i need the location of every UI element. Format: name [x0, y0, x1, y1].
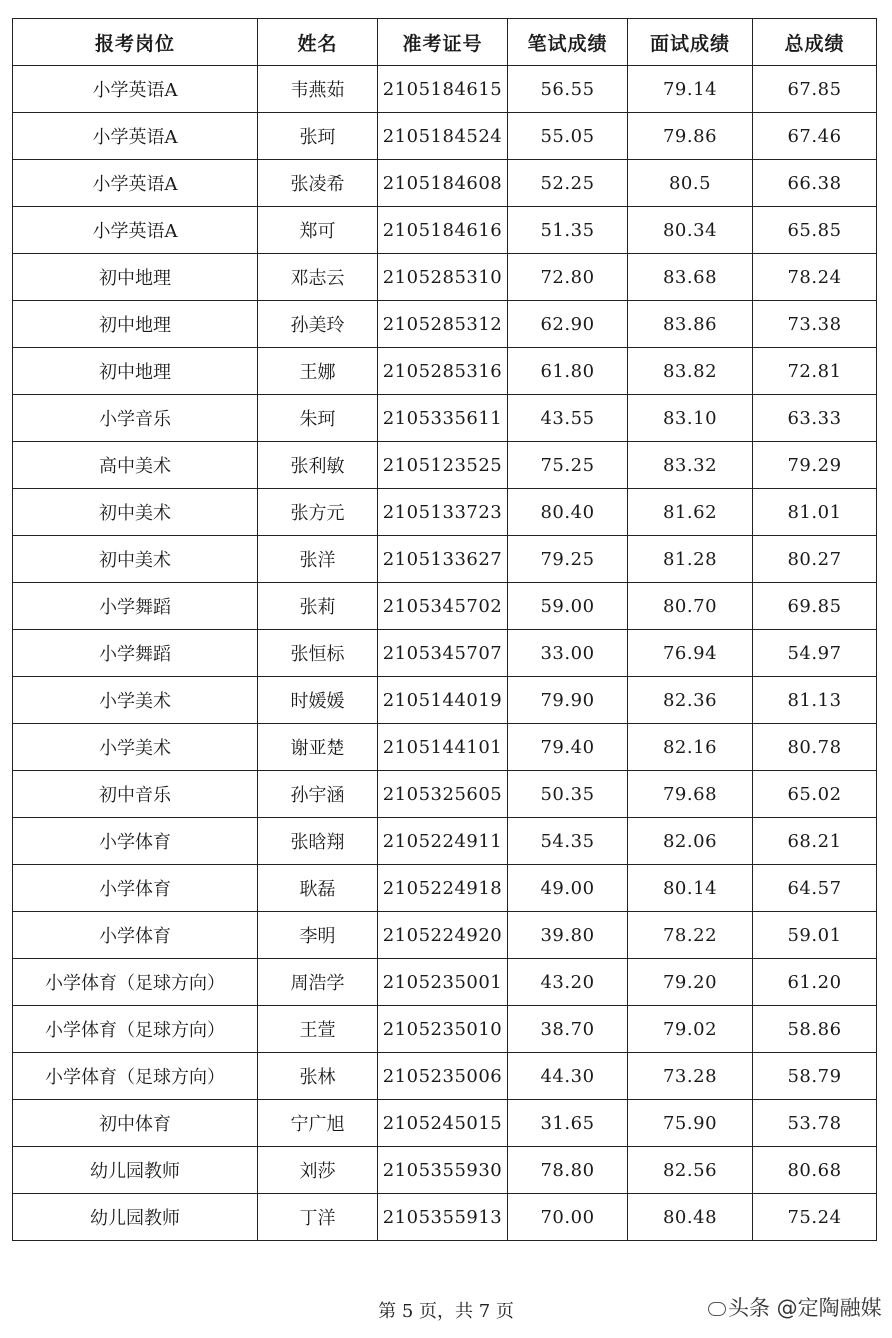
cell-written-score: 70.00 [508, 1194, 628, 1241]
cell-name: 张晗翔 [258, 818, 378, 865]
cell-total-score: 58.79 [753, 1053, 877, 1100]
cell-written-score: 55.05 [508, 113, 628, 160]
header-ticket-number: 准考证号 [378, 19, 508, 66]
cell-position: 初中美术 [13, 489, 258, 536]
cell-total-score: 65.85 [753, 207, 877, 254]
cell-total-score: 63.33 [753, 395, 877, 442]
table-row [13, 630, 877, 677]
cell-name: 张珂 [258, 113, 378, 160]
cell-total-score: 80.78 [753, 724, 877, 771]
cell-total-score: 61.20 [753, 959, 877, 1006]
cell-name: 张莉 [258, 583, 378, 630]
table-row [13, 959, 877, 1006]
cell-name: 王娜 [258, 348, 378, 395]
table-row [13, 160, 877, 207]
cell-written-score: 43.20 [508, 959, 628, 1006]
header-position: 报考岗位 [13, 19, 258, 66]
cell-total-score: 53.78 [753, 1100, 877, 1147]
cell-ticket-number: 2105245015 [378, 1100, 508, 1147]
cell-ticket-number: 2105144101 [378, 724, 508, 771]
cell-total-score: 75.24 [753, 1194, 877, 1241]
cell-position: 初中音乐 [13, 771, 258, 818]
cell-total-score: 66.38 [753, 160, 877, 207]
cell-interview-score: 79.86 [628, 113, 753, 160]
cell-name: 丁洋 [258, 1194, 378, 1241]
cell-name: 时媛媛 [258, 677, 378, 724]
cell-position: 小学英语A [13, 160, 258, 207]
cell-ticket-number: 2105224911 [378, 818, 508, 865]
cell-name: 周浩学 [258, 959, 378, 1006]
cell-written-score: 72.80 [508, 254, 628, 301]
cell-written-score: 61.80 [508, 348, 628, 395]
cell-ticket-number: 2105285310 [378, 254, 508, 301]
cell-written-score: 51.35 [508, 207, 628, 254]
cell-interview-score: 83.10 [628, 395, 753, 442]
cell-name: 邓志云 [258, 254, 378, 301]
header-interview-score: 面试成绩 [628, 19, 753, 66]
cell-name: 刘莎 [258, 1147, 378, 1194]
cell-position: 小学英语A [13, 66, 258, 113]
table-row [13, 348, 877, 395]
table-row [13, 536, 877, 583]
cell-total-score: 80.27 [753, 536, 877, 583]
header-total-score: 总成绩 [753, 19, 877, 66]
cell-written-score: 31.65 [508, 1100, 628, 1147]
page-number: 第 5 页，共 7 页 [378, 1301, 514, 1322]
table-row [13, 912, 877, 959]
cell-ticket-number: 2105235010 [378, 1006, 508, 1053]
cell-written-score: 33.00 [508, 630, 628, 677]
cell-interview-score: 80.70 [628, 583, 753, 630]
cell-total-score: 58.86 [753, 1006, 877, 1053]
cell-interview-score: 73.28 [628, 1053, 753, 1100]
cell-ticket-number: 2105235001 [378, 959, 508, 1006]
wechat-icon [708, 1302, 726, 1316]
table-row [13, 583, 877, 630]
cell-written-score: 43.55 [508, 395, 628, 442]
table-row [13, 1194, 877, 1241]
cell-written-score: 56.55 [508, 66, 628, 113]
cell-written-score: 79.25 [508, 536, 628, 583]
cell-written-score: 75.25 [508, 442, 628, 489]
cell-position: 小学英语A [13, 207, 258, 254]
cell-interview-score: 80.5 [628, 160, 753, 207]
cell-interview-score: 83.68 [628, 254, 753, 301]
cell-written-score: 54.35 [508, 818, 628, 865]
cell-ticket-number: 2105355930 [378, 1147, 508, 1194]
cell-ticket-number: 2105285316 [378, 348, 508, 395]
cell-ticket-number: 2105133627 [378, 536, 508, 583]
cell-name: 张凌希 [258, 160, 378, 207]
cell-total-score: 72.81 [753, 348, 877, 395]
table-row [13, 489, 877, 536]
cell-name: 张林 [258, 1053, 378, 1100]
cell-ticket-number: 2105355913 [378, 1194, 508, 1241]
cell-ticket-number: 2105345702 [378, 583, 508, 630]
cell-ticket-number: 2105184608 [378, 160, 508, 207]
cell-position: 幼儿园教师 [13, 1147, 258, 1194]
table-row [13, 301, 877, 348]
cell-interview-score: 80.14 [628, 865, 753, 912]
cell-interview-score: 79.14 [628, 66, 753, 113]
cell-interview-score: 83.82 [628, 348, 753, 395]
table-row [13, 1100, 877, 1147]
cell-ticket-number: 2105224918 [378, 865, 508, 912]
cell-name: 韦燕茹 [258, 66, 378, 113]
cell-written-score: 49.00 [508, 865, 628, 912]
cell-total-score: 54.97 [753, 630, 877, 677]
cell-position: 小学美术 [13, 724, 258, 771]
cell-total-score: 67.46 [753, 113, 877, 160]
cell-name: 宁广旭 [258, 1100, 378, 1147]
cell-written-score: 44.30 [508, 1053, 628, 1100]
cell-interview-score: 79.02 [628, 1006, 753, 1053]
table-row [13, 395, 877, 442]
cell-position: 初中美术 [13, 536, 258, 583]
cell-ticket-number: 2105184615 [378, 66, 508, 113]
table-row [13, 113, 877, 160]
cell-written-score: 38.70 [508, 1006, 628, 1053]
cell-position: 初中地理 [13, 301, 258, 348]
watermark [708, 1292, 882, 1322]
table-row [13, 1147, 877, 1194]
cell-total-score: 81.01 [753, 489, 877, 536]
cell-name: 李明 [258, 912, 378, 959]
cell-name: 郑可 [258, 207, 378, 254]
watermark-text: 头条 @定陶融媒 [728, 1296, 882, 1320]
cell-position: 小学体育（足球方向） [13, 959, 258, 1006]
cell-interview-score: 81.28 [628, 536, 753, 583]
cell-position: 初中体育 [13, 1100, 258, 1147]
cell-total-score: 73.38 [753, 301, 877, 348]
cell-total-score: 65.02 [753, 771, 877, 818]
cell-interview-score: 79.68 [628, 771, 753, 818]
cell-position: 小学体育 [13, 865, 258, 912]
cell-interview-score: 82.56 [628, 1147, 753, 1194]
score-table [12, 18, 877, 1241]
cell-ticket-number: 2105325605 [378, 771, 508, 818]
cell-total-score: 81.13 [753, 677, 877, 724]
cell-name: 孙宇涵 [258, 771, 378, 818]
cell-ticket-number: 2105335611 [378, 395, 508, 442]
cell-ticket-number: 2105285312 [378, 301, 508, 348]
cell-written-score: 39.80 [508, 912, 628, 959]
cell-position: 初中地理 [13, 348, 258, 395]
cell-position: 小学体育（足球方向） [13, 1053, 258, 1100]
cell-interview-score: 82.16 [628, 724, 753, 771]
cell-written-score: 62.90 [508, 301, 628, 348]
cell-name: 王萱 [258, 1006, 378, 1053]
cell-name: 耿磊 [258, 865, 378, 912]
table-row [13, 442, 877, 489]
table-row [13, 207, 877, 254]
cell-written-score: 78.80 [508, 1147, 628, 1194]
cell-name: 孙美玲 [258, 301, 378, 348]
table-row [13, 66, 877, 113]
cell-ticket-number: 2105184524 [378, 113, 508, 160]
cell-name: 张恒标 [258, 630, 378, 677]
table-row [13, 818, 877, 865]
cell-total-score: 80.68 [753, 1147, 877, 1194]
cell-interview-score: 78.22 [628, 912, 753, 959]
table-row [13, 724, 877, 771]
cell-interview-score: 82.06 [628, 818, 753, 865]
table-row [13, 1053, 877, 1100]
cell-ticket-number: 2105133723 [378, 489, 508, 536]
table-row [13, 865, 877, 912]
cell-position: 初中地理 [13, 254, 258, 301]
cell-interview-score: 80.48 [628, 1194, 753, 1241]
cell-written-score: 79.90 [508, 677, 628, 724]
cell-name: 朱珂 [258, 395, 378, 442]
cell-total-score: 79.29 [753, 442, 877, 489]
cell-name: 谢亚楚 [258, 724, 378, 771]
table-row [13, 1006, 877, 1053]
table-header-row [13, 19, 877, 66]
cell-interview-score: 76.94 [628, 630, 753, 677]
cell-ticket-number: 2105184616 [378, 207, 508, 254]
cell-total-score: 69.85 [753, 583, 877, 630]
cell-ticket-number: 2105235006 [378, 1053, 508, 1100]
cell-written-score: 80.40 [508, 489, 628, 536]
cell-total-score: 78.24 [753, 254, 877, 301]
table-row [13, 771, 877, 818]
cell-interview-score: 82.36 [628, 677, 753, 724]
cell-position: 小学舞蹈 [13, 583, 258, 630]
cell-name: 张利敏 [258, 442, 378, 489]
cell-position: 高中美术 [13, 442, 258, 489]
cell-written-score: 59.00 [508, 583, 628, 630]
cell-position: 小学英语A [13, 113, 258, 160]
cell-position: 小学舞蹈 [13, 630, 258, 677]
cell-position: 小学美术 [13, 677, 258, 724]
cell-interview-score: 81.62 [628, 489, 753, 536]
cell-written-score: 52.25 [508, 160, 628, 207]
cell-interview-score: 79.20 [628, 959, 753, 1006]
cell-interview-score: 83.32 [628, 442, 753, 489]
header-written-score: 笔试成绩 [508, 19, 628, 66]
cell-total-score: 64.57 [753, 865, 877, 912]
table-row [13, 677, 877, 724]
cell-position: 小学体育 [13, 818, 258, 865]
cell-name: 张洋 [258, 536, 378, 583]
cell-interview-score: 83.86 [628, 301, 753, 348]
cell-total-score: 59.01 [753, 912, 877, 959]
cell-name: 张方元 [258, 489, 378, 536]
cell-position: 小学体育（足球方向） [13, 1006, 258, 1053]
table-row [13, 254, 877, 301]
cell-interview-score: 80.34 [628, 207, 753, 254]
cell-ticket-number: 2105144019 [378, 677, 508, 724]
cell-position: 小学体育 [13, 912, 258, 959]
cell-interview-score: 75.90 [628, 1100, 753, 1147]
cell-ticket-number: 2105224920 [378, 912, 508, 959]
cell-ticket-number: 2105345707 [378, 630, 508, 677]
cell-position: 小学音乐 [13, 395, 258, 442]
cell-total-score: 68.21 [753, 818, 877, 865]
cell-position: 幼儿园教师 [13, 1194, 258, 1241]
header-name: 姓名 [258, 19, 378, 66]
cell-written-score: 50.35 [508, 771, 628, 818]
cell-written-score: 79.40 [508, 724, 628, 771]
cell-total-score: 67.85 [753, 66, 877, 113]
cell-ticket-number: 2105123525 [378, 442, 508, 489]
